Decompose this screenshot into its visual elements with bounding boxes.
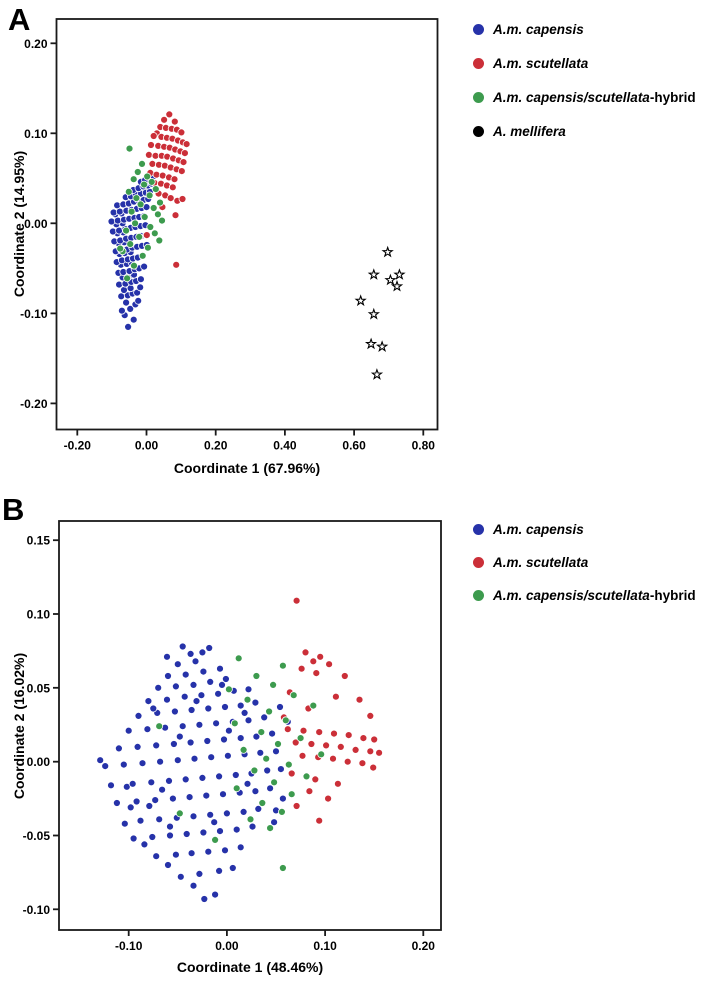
svg-text:0.20: 0.20: [24, 36, 48, 51]
capensis-dot-icon: [473, 24, 484, 35]
hybrid-dot-icon: [473, 590, 484, 601]
capensis-dot-icon: [473, 524, 484, 535]
svg-text:0.10: 0.10: [313, 939, 337, 953]
legend-item-mellifera: [473, 114, 696, 148]
svg-text:0.00: 0.00: [26, 755, 50, 770]
scutellata-dot-icon: [473, 557, 484, 568]
svg-text:0.00: 0.00: [215, 939, 239, 953]
svg-text:-0.10: -0.10: [22, 902, 50, 917]
legend-label: A.m. scutellata: [493, 555, 589, 570]
svg-text:-0.20: -0.20: [20, 396, 48, 411]
svg-text:0.00: 0.00: [24, 216, 48, 231]
legend-label: A.m. capensis: [493, 21, 584, 37]
svg-text:0.40: 0.40: [273, 438, 297, 453]
legend-label: A.m. scutellata: [493, 55, 589, 71]
panel-b-x-axis-title: Coordinate 1 (48.46%): [176, 959, 324, 975]
svg-text:0.00: 0.00: [134, 438, 159, 453]
svg-text:0.10: 0.10: [26, 607, 50, 622]
legend-item-capensis: [473, 513, 696, 546]
svg-text:0.10: 0.10: [24, 126, 48, 141]
svg-text:0.20: 0.20: [204, 438, 228, 453]
legend-label: A. mellifera: [493, 123, 566, 139]
panel-a-x-axis-title: Coordinate 1 (67.96%): [173, 460, 321, 476]
legend-item-scutellata: [473, 546, 696, 579]
legend-item-hybrid: [473, 579, 696, 612]
legend-item-capensis: [473, 12, 696, 46]
svg-text:0.05: 0.05: [26, 681, 50, 696]
panel-a-label: A: [8, 2, 31, 37]
mellifera-dot-icon: [473, 126, 484, 137]
panel-b-legend: [473, 513, 696, 612]
panel-b-label: B: [2, 492, 25, 527]
svg-text:-0.10: -0.10: [115, 939, 143, 953]
svg-text:0.80: 0.80: [411, 438, 435, 453]
panel-b-y-axis-title: Coordinate 2 (16.02%): [11, 652, 27, 800]
legend-item-hybrid: [473, 80, 696, 114]
svg-text:0.20: 0.20: [411, 939, 435, 953]
legend-label: A.m. capensis/scutellata-hybrid: [493, 588, 696, 603]
legend-label: A.m. capensis/scutellata-hybrid: [493, 89, 696, 105]
legend-item-scutellata: [473, 46, 696, 80]
svg-text:0.15: 0.15: [26, 533, 50, 548]
legend-label: A.m. capensis: [493, 522, 584, 537]
hybrid-dot-icon: [473, 92, 484, 103]
scutellata-dot-icon: [473, 58, 484, 69]
svg-text:-0.20: -0.20: [63, 438, 91, 453]
panel-a-y-axis-title: Coordinate 2 (14.95%): [11, 150, 27, 298]
panel-a-legend: [473, 12, 696, 148]
svg-text:-0.10: -0.10: [20, 306, 48, 321]
svg-text:-0.05: -0.05: [22, 829, 50, 843]
svg-text:0.60: 0.60: [342, 438, 366, 453]
